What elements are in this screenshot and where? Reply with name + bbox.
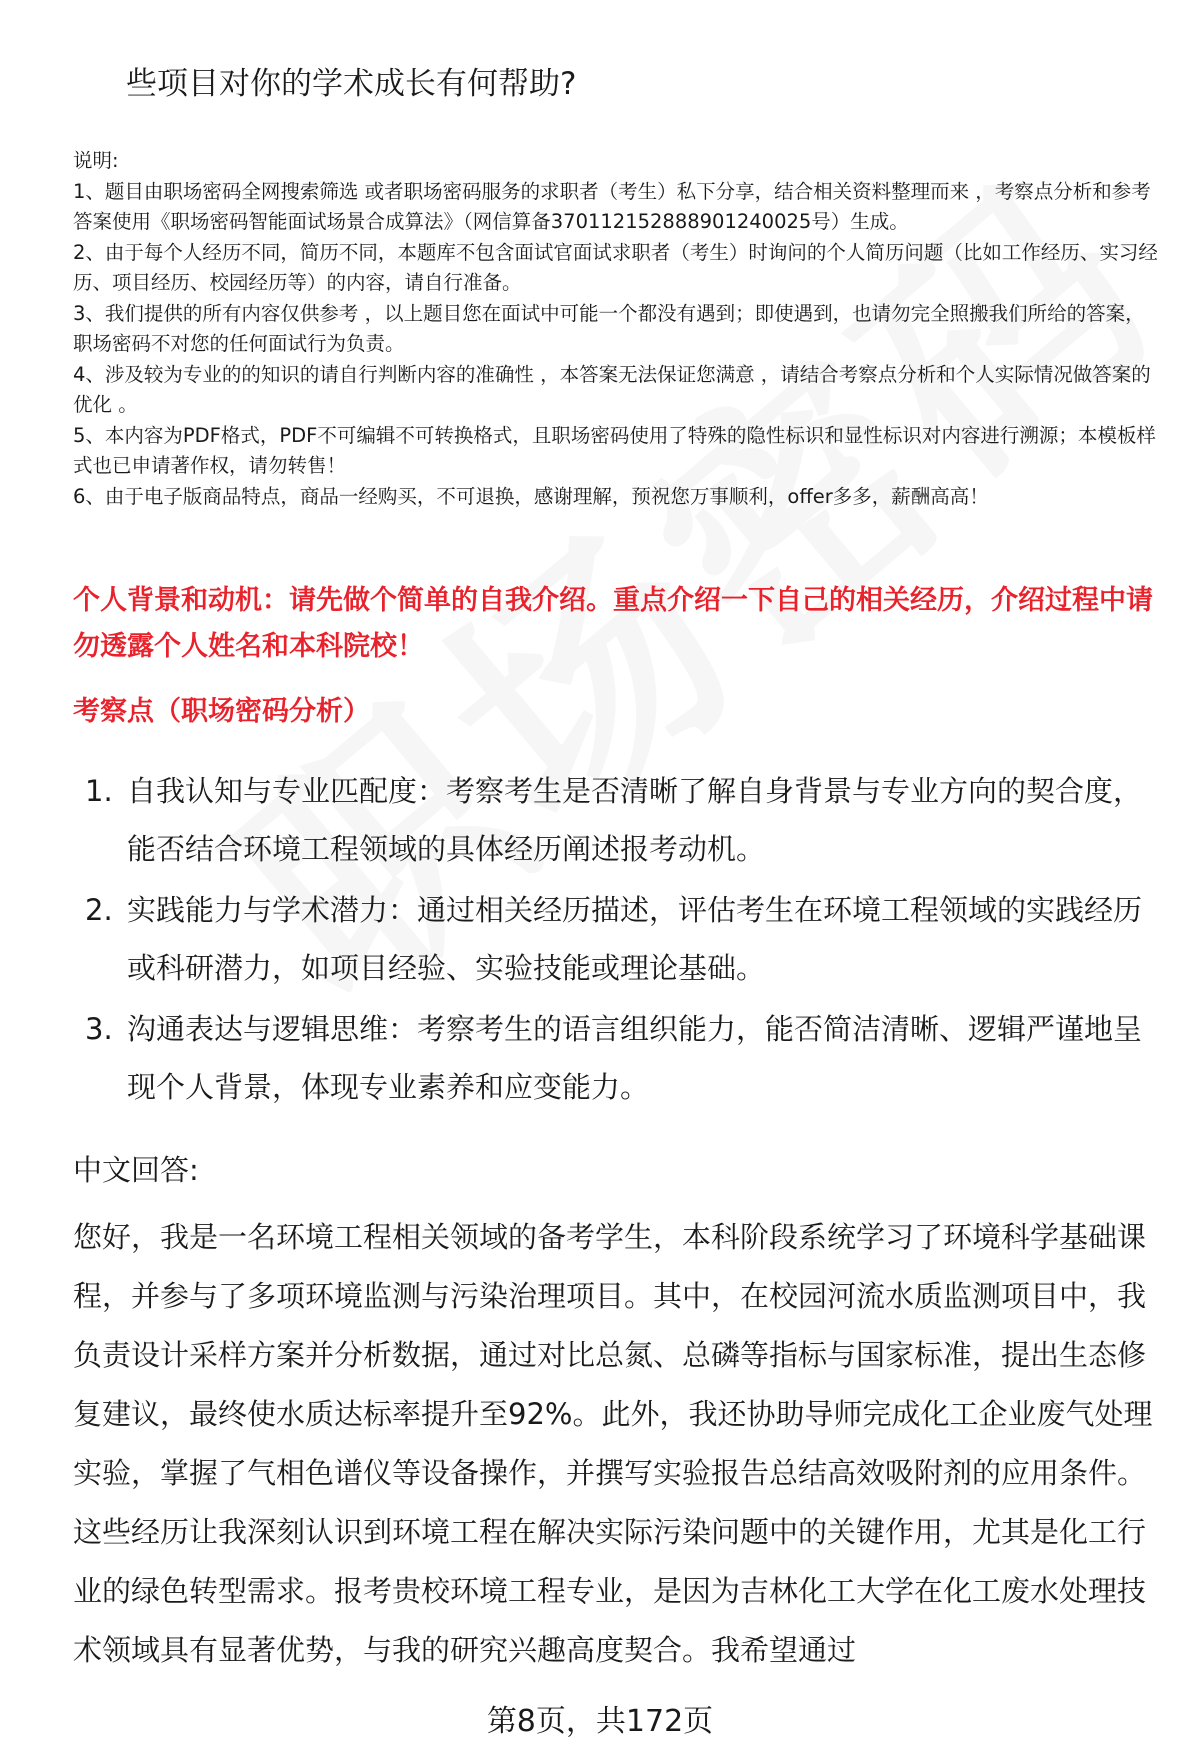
note-item-1: 1、题目由职场密码全网搜索筛选 或者职场密码服务的求职者（考生）私下分享，结合相关资料整理而来 ，考察点分析和参考答案使用《职场密码智能面试场景合成算法》（网信算备370112152888901240025号）生成。 xyxy=(73,179,1151,233)
analysis-heading: 考察点（职场密码分析） xyxy=(73,696,370,727)
analysis-point xyxy=(73,881,1163,997)
interview-question: 个人背景和动机：请先做个简单的自我介绍。重点介绍一下自己的相关经历，介绍过程中请勿透露个人姓名和本科院校！ xyxy=(73,585,1153,662)
analysis-point xyxy=(73,762,1163,878)
point-number: 2. xyxy=(85,893,113,927)
point-text: 自我认知与专业匹配度：考察考生是否清晰了解自身背景与专业方向的契合度，能否结合环境工程领域的具体经历阐述报考动机。 xyxy=(127,774,1143,866)
page-number: 第8页，共172页 xyxy=(486,1704,714,1739)
note-item-2: 2、由于每个人经历不同，简历不同，本题库不包含面试官面试求职者（考生）时询问的个人简历问题（比如工作经历、实习经历、项目经历、校园经历等）的内容，请自行准备。 xyxy=(73,240,1158,294)
analysis-points xyxy=(73,762,1163,1119)
point-text: 实践能力与学术潜力：通过相关经历描述，评估考生在环境工程领域的实践经历或科研潜力，如项目经验、实验技能或理论基础。 xyxy=(127,893,1143,985)
point-number: 3. xyxy=(85,1012,113,1046)
answer-body: 您好，我是一名环境工程相关领域的备考学生，本科阶段系统学习了环境科学基础课程，并参与了多项环境监测与污染治理项目。其中，在校园河流水质监测项目中，我负责设计采样方案并分析数据，通过对比总氮、总磷等指标与国家标准，提出生态修复建议，最终使水质达标率提升至92%。此外，我还协助导师完成化工企业废气处理实验，掌握了气相色谱仪等设备操作，并撰写实验报告总结高效吸附剂的应用条件。这些经历让我深刻认识到环境工程在解决实际污染问题中的关键作用，尤其是化工行业的绿色转型需求。报考贵校环境工程专业，是因为吉林化工大学在化工废水处理技术领域具有显著优势，与我的研究兴趣高度契合。我希望通过 xyxy=(73,1220,1153,1667)
answer-heading: 中文回答: xyxy=(73,1153,199,1187)
analysis-point xyxy=(73,1000,1163,1116)
note-item-4: 4、涉及较为专业的的知识的请自行判断内容的准确性 ，本答案无法保证您满意 ，请结合考察点分析和个人实际情况做答案的优化 。 xyxy=(73,362,1151,416)
notes-section xyxy=(73,146,1163,512)
note-item-5: 5、本内容为PDF格式，PDF不可编辑不可转换格式，且职场密码使用了特殊的隐性标识和显性标识对内容进行溯源；本模板样式也已申请著作权，请勿转售！ xyxy=(73,423,1156,477)
point-text: 沟通表达与逻辑思维：考察考生的语言组织能力，能否简洁清晰、逻辑严谨地呈现个人背景，体现专业素养和应变能力。 xyxy=(127,1012,1143,1104)
point-number: 1. xyxy=(85,774,113,808)
carry-over-title: 些项目对你的学术成长有何帮助? xyxy=(126,66,577,102)
note-item-3: 3、我们提供的所有内容仅供参考 ，以上题目您在面试中可能一个都没有遇到；即使遇到，也请勿完全照搬我们所给的答案，职场密码不对您的任何面试行为负责。 xyxy=(73,301,1145,355)
notes-heading: 说明: xyxy=(73,149,119,172)
note-item-6: 6、由于电子版商品特点，商品一经购买，不可退换，感谢理解，预祝您万事顺利，offer多多，薪酬高高！ xyxy=(73,484,989,508)
